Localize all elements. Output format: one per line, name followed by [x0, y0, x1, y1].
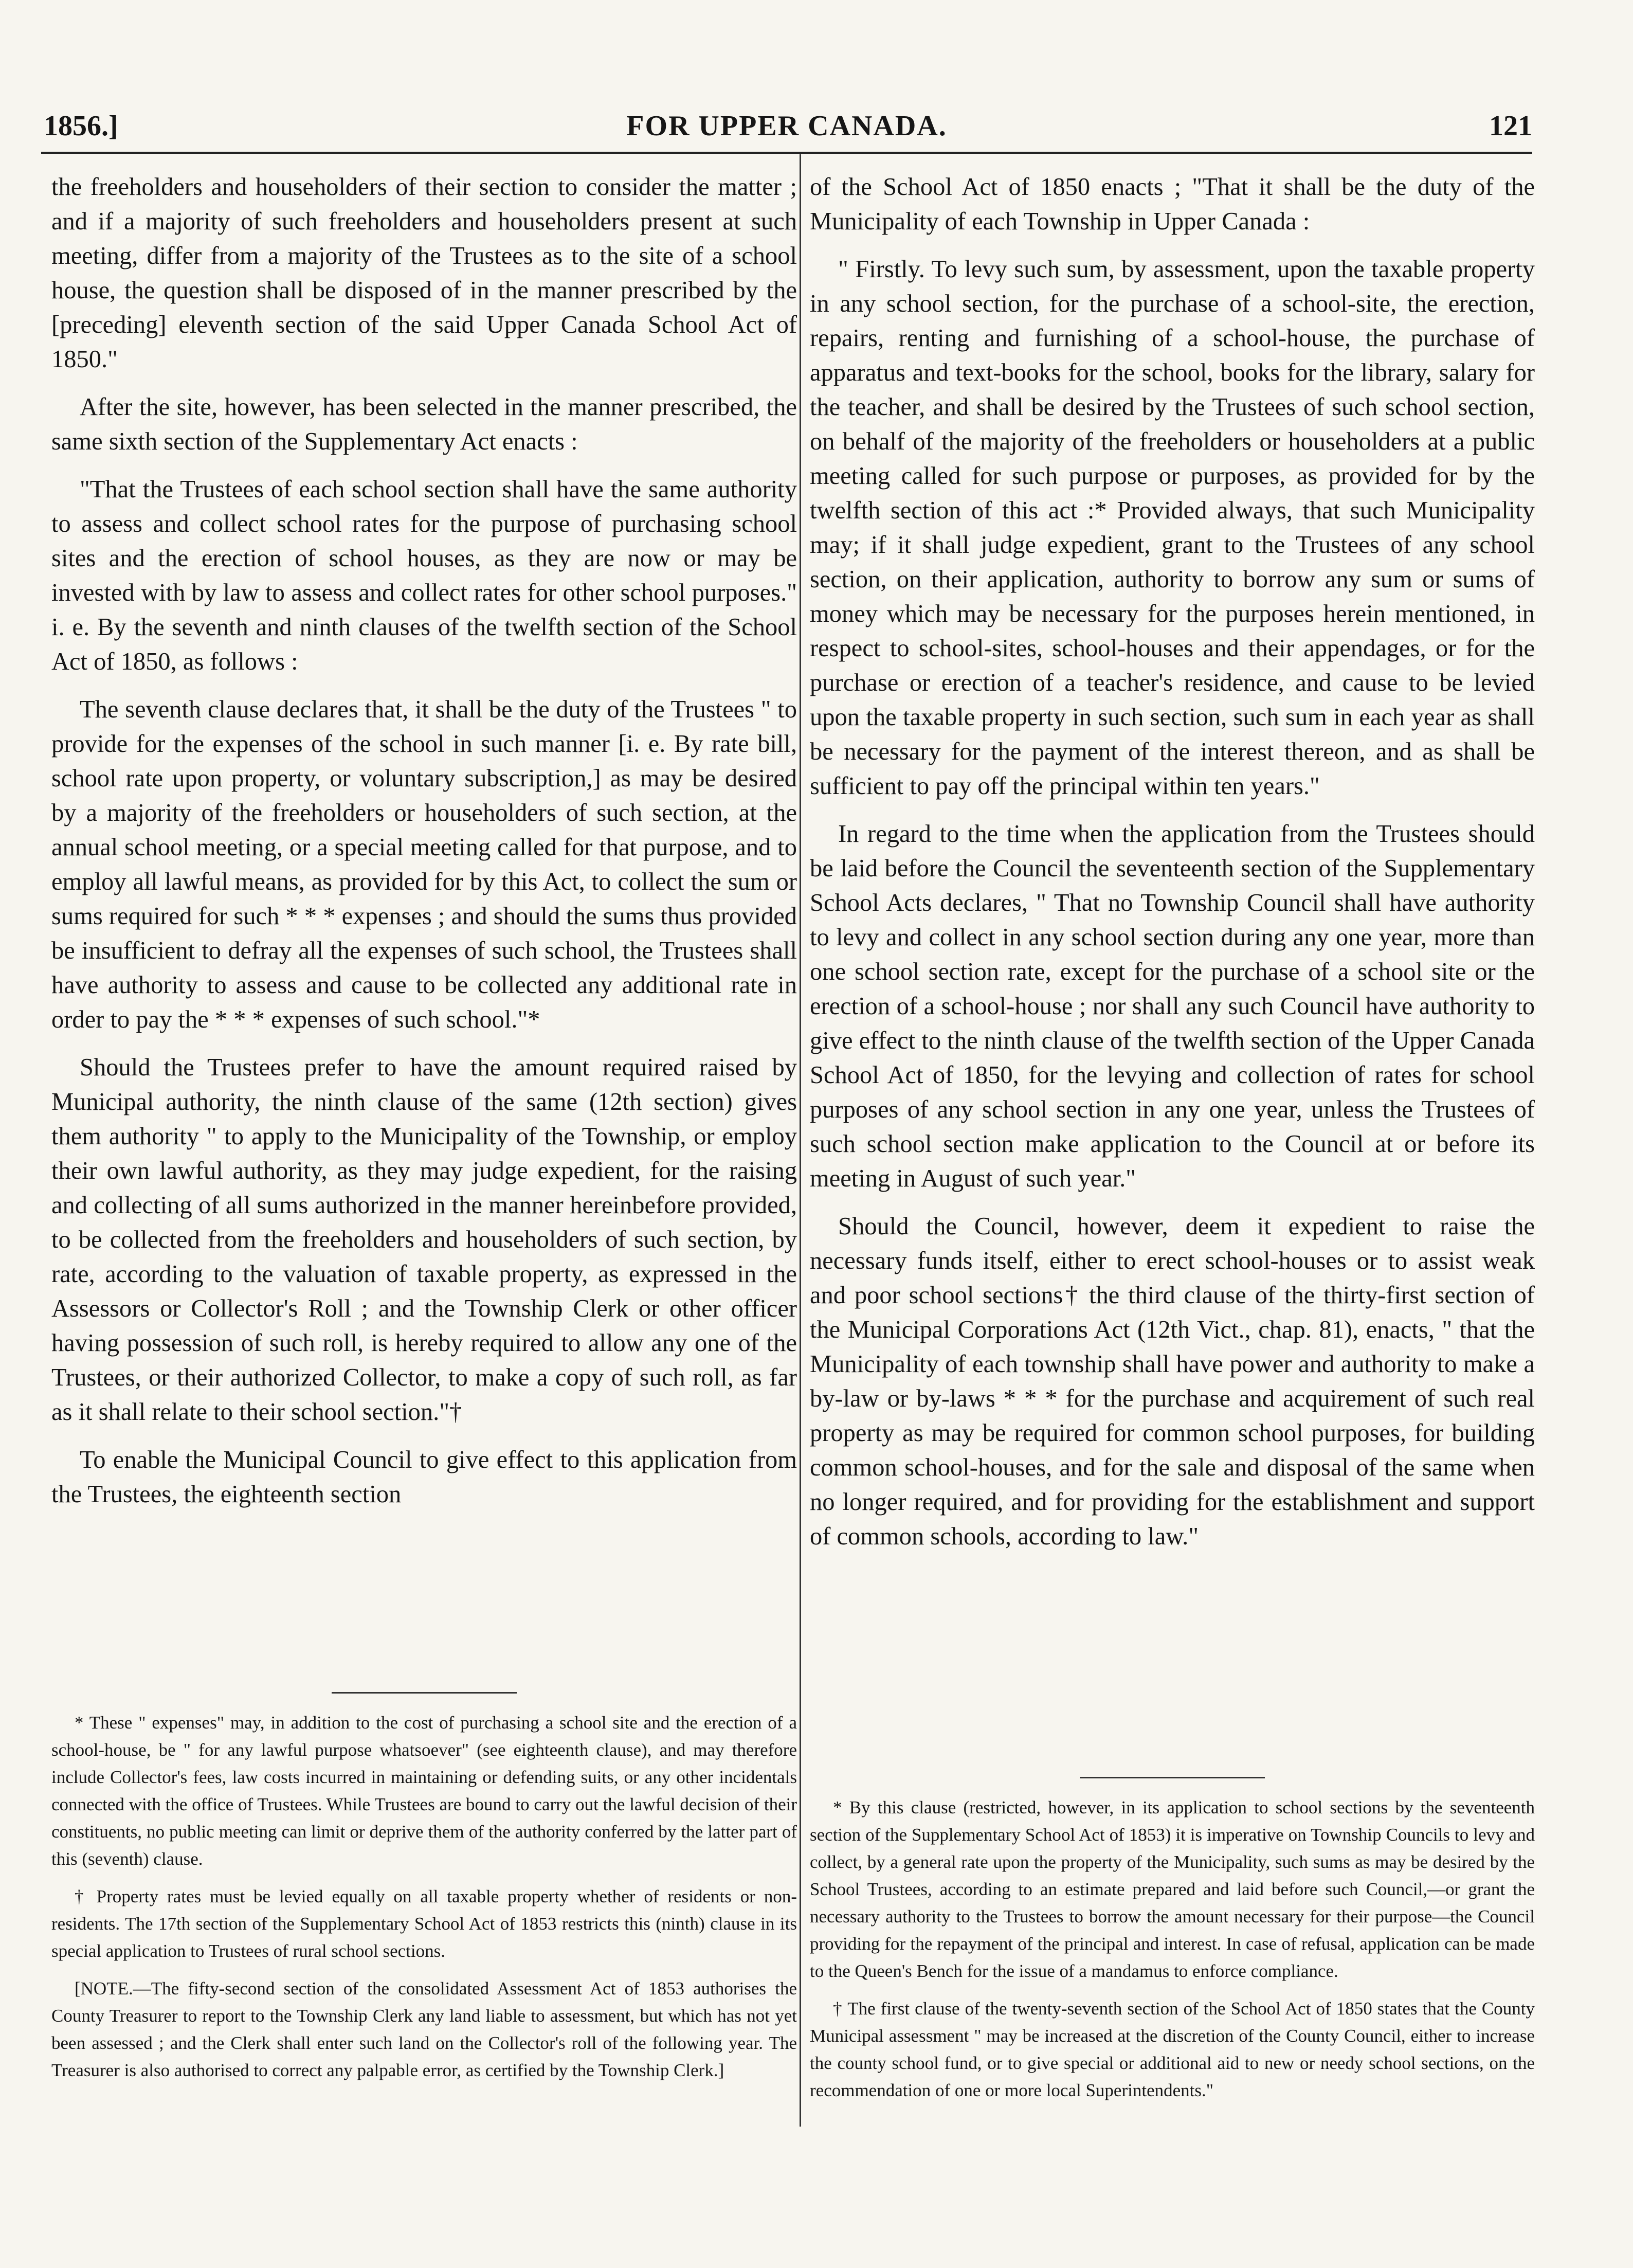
right-paragraph: " Firstly. To levy such sum, by assessment, upon the taxable property in any school section, for the purchase of a school-site, the erection, repairs, renting and furnishing of a school-house, the purchase of apparatus and text-books for the school, books for the library, salary for the teacher, and shall be desired by the Trustees of such school section, on behalf of the majority of the freeholders or householders at a public meeting called for such purpose or purposes, as provided for by the twelfth section of this act :* Provided always, that such Municipality may; if it shall judge expedient, grant to the Trustees of any school section, on their application, authority to borrow any sum or sums of money which may be necessary for the purposes herein mentioned, in respect to school-sites, school-houses and their appendages, or for the purchase or erection of a teacher's residence, and cause to be levied upon the taxable property in such section, such sum in each year as shall be necessary for the payment of the interest thereon, and as shall be sufficient to pay off the principal within ten years." — [810, 256, 1535, 800]
footnote: † The first clause of the twenty-seventh section of the School Act of 1850 states that the County Municipal assessment " may be increased at the discretion of the County Council, either to increase the county school fund, or to give special or additional aid to new or needy school sections, on the recommendation of one or more local Superintendents." — [810, 1999, 1535, 2100]
right-paragraph: In regard to the time when the application from the Trustees should be laid before the Council the seventeenth section of the Supplementary School Acts declares, " That no Township Council shall have authority to levy and collect in any school section during any one year, more than one school section rate, except for the purchase of a school site or the erection of a school-house ; nor shall any such Council have authority to give effect to the ninth clause of the twelfth section of the Upper Canada School Act of 1850, for the levying and collection of rates for school purposes of any school section in any one year, unless the Trustees of such school section make application to the Council at or before its meeting in August of such year." — [810, 820, 1535, 1192]
footnote: * These " expenses" may, in addition to the cost of purchasing a school site and the erection of a school-house, be " for any lawful purpose whatsoever" (see eighteenth clause), and may therefore include Collector's fees, law costs incurred in maintaining or defending suits, or any other incidentals connected with the office of Trustees. While Trustees are bound to carry out the lawful decision of their constituents, no public meeting can limit or deprive them of the authority conferred by the latter part of this (seventh) clause. — [51, 1713, 797, 1869]
left-paragraph: Should the Trustees prefer to have the amount required raised by Municipal authority, the ninth clause of the same (12th section) gives them authority " to apply to the Municipality of the Township, or employ their own lawful authority, as they may judge expedient, for the raising and collecting of all sums authorized in the manner hereinbefore provided, to be collected from the freeholders and householders of such section, by rate, according to the valuation of taxable property, as expressed in the Assessors or Collector's Roll ; and the Township Clerk or other officer having possession of such roll, is hereby required to allow any one of the Trustees, or their authorized Collector, to make a copy of such roll, as far as it shall relate to their school section."† — [51, 1054, 797, 1426]
column-divider — [800, 154, 801, 2127]
left-paragraph: "That the Trustees of each school section shall have the same authority to assess and collect school rates for the purpose of purchasing school sites and the erection of school houses, as they are now or may be invested with by law to assess and collect rates for other school purposes." i. e. By the seventh and ninth clauses of the twelfth section of the School Act of 1850, as follows : — [51, 476, 797, 675]
footnote-separator — [332, 1692, 517, 1694]
left-footnotes — [51, 1692, 797, 2094]
left-paragraph: The seventh clause declares that, it shall be the duty of the Trustees " to provide for the expenses of the school in such manner [i. e. By rate bill, school rate upon property, or voluntary subscription,] as may be desired by a majority of the freeholders or householders of such section, at the annual school meeting, or a special meeting called for that purpose, and to employ all lawful means, as provided for by this Act, to collect the sum or sums required for such * * * expenses ; and should the sums thus provided be insufficient to defray all the expenses of such school, the Trustees shall have authority to assess and cause to be collected any additional rate in order to pay the * * * expenses of such school."* — [51, 696, 797, 1033]
right-column — [810, 170, 1535, 1567]
left-paragraph: the freeholders and householders of their section to consider the matter ; and if a majority of such freeholders and householders present at such meeting, differ from a majority of the Trustees as to the site of a school house, the question shall be disposed of in the manner prescribed by the [preceding] eleventh section of the said Upper Canada School Act of 1850." — [51, 173, 797, 373]
footnote: * By this clause (restricted, however, in its application to school sections by the seventeenth section of the Supplementary School Act of 1853) it is imperative on Township Councils to levy and collect, by a general rate upon the property of the Municipality, such sums as may be desired by the School Trustees, according to an estimate prepared and laid before such Council,—or grant the necessary authority to the Trustees to borrow the amount necessary for their purpose—the Council providing for the repayment of the principal and interest. In case of refusal, application can be made to the Queen's Bench for the issue of a mandamus to enforce compliance. — [810, 1797, 1535, 1981]
right-footnotes — [810, 1777, 1535, 2114]
header-title: FOR UPPER CANADA. — [626, 110, 947, 142]
header-rule — [41, 152, 1532, 154]
page-number: 121 — [1489, 110, 1532, 142]
left-paragraph: To enable the Municipal Council to give effect to this application from the Trustees, the eighteenth section — [51, 1446, 797, 1508]
right-paragraph: Should the Council, however, deem it expedient to raise the necessary funds itself, either to erect school-houses or to assist weak and poor school sections† the third clause of the thirty-first section of the Municipal Corporations Act (12th Vict., chap. 81), enacts, " that the Municipality of each township shall have power and authority to make a by-law or by-laws * * * for the purchase and acquirement of such real property as may be required for common school purposes, for building common school-houses, and for the sale and disposal of the same when no longer required, and for providing for the establishment and support of common schools, according to law." — [810, 1213, 1535, 1550]
footnote: † Property rates must be levied equally on all taxable property whether of residents or non-residents. The 17th section of the Supplementary School Act of 1853 restricts this (ninth) clause in its special application to Trustees of rural school sections. — [51, 1886, 797, 1961]
footnote-separator — [1080, 1777, 1265, 1778]
left-paragraph: After the site, however, has been selected in the manner prescribed, the same sixth section of the Supplementary Act enacts : — [51, 393, 797, 455]
header-year: 1856.] — [44, 110, 118, 142]
right-paragraph: of the School Act of 1850 enacts ; "That it shall be the duty of the Municipality of each Township in Upper Canada : — [810, 173, 1535, 235]
running-header — [41, 105, 1532, 147]
left-column — [51, 170, 797, 1525]
footnote: [NOTE.—The fifty-second section of the consolidated Assessment Act of 1853 authorises the County Treasurer to report to the Township Clerk any land liable to assessment, but which has not yet been assessed ; and the Clerk shall enter such land on the Collector's roll of the following year. The Treasurer is also authorised to correct any palpable error, as certified by the Township Clerk.] — [51, 1978, 797, 2080]
